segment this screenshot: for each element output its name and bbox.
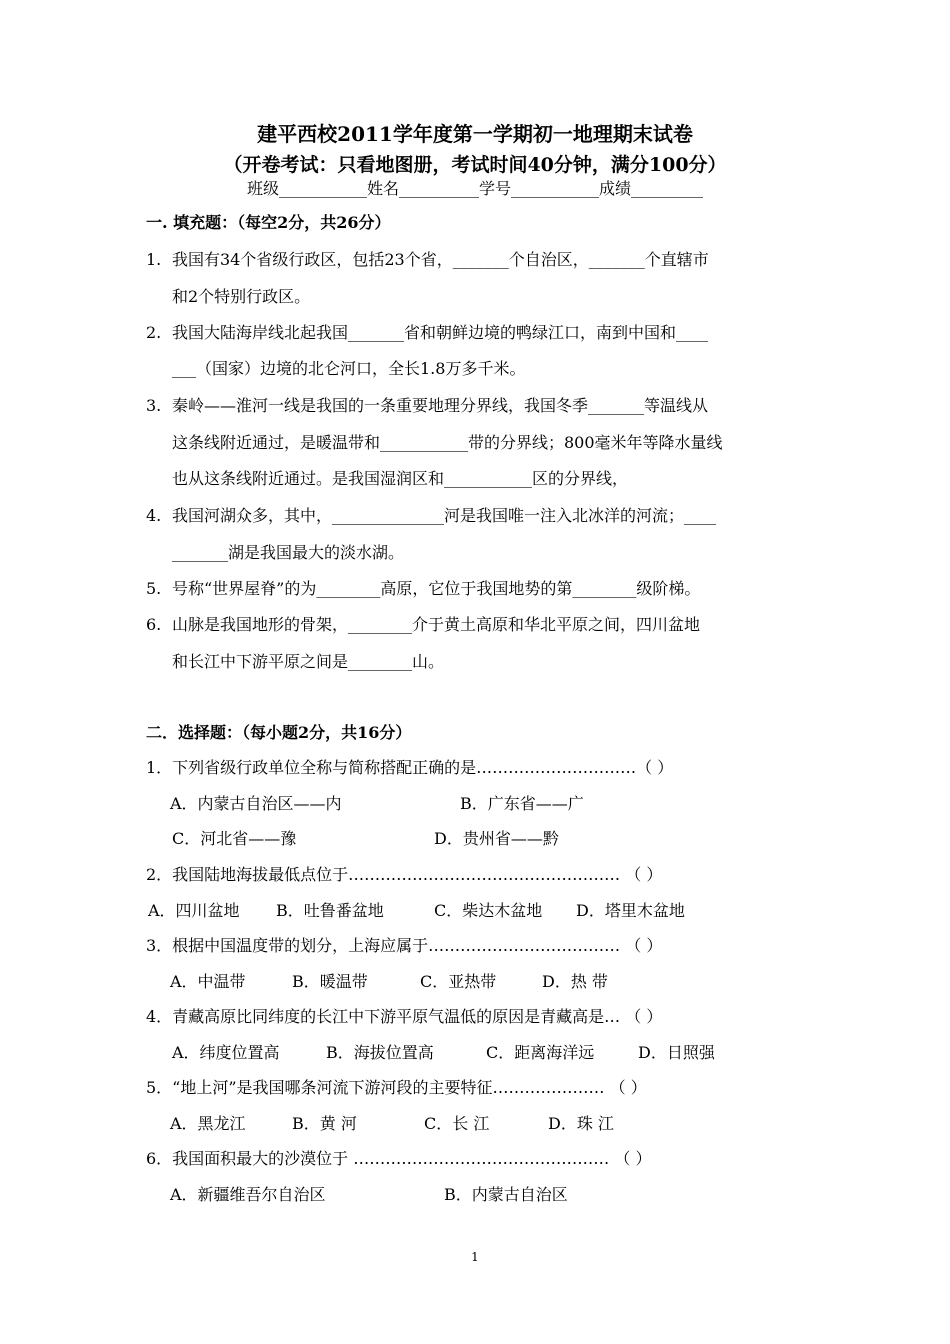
s1-q5-text: 号称“世界屋脊”的为________高原，它位于我国地势的第________级阶梯。 — [172, 579, 701, 598]
exam-subtitle: （开卷考试：只看地图册，考试时间40分钟，满分100分） — [223, 154, 727, 176]
s2-q5-option-b: B．黄 河 — [292, 1114, 357, 1133]
s2-q3-option-b: B．暖温带 — [292, 972, 368, 991]
s1-q4-line2: _______湖是我国最大的淡水湖。 — [172, 543, 405, 562]
s2-q5-option-c: C．长 江 — [424, 1114, 490, 1133]
s1-q6-text: 山脉是我国地形的骨架，________介于黄土高原和华北平原之间，四川盆地 — [172, 615, 701, 634]
s2-q5-option-d: D．珠 江 — [548, 1114, 614, 1133]
s1-q6-number: 6. — [146, 615, 162, 634]
s1-q5-line1 — [146, 576, 700, 599]
s2-q2-option-c: C．柴达木盆地 — [434, 901, 543, 920]
s2-q1-option-a: A．内蒙古自治区——内 — [170, 794, 342, 813]
s1-q2-number: 2. — [146, 323, 162, 342]
s1-q3-number: 3. — [146, 396, 162, 415]
s2-q4-option-d: D．日照强 — [638, 1043, 715, 1062]
s2-q4-option-c: C．距离海洋远 — [486, 1043, 595, 1062]
exam-title: 建平西校2011学年度第一学期初一地理期末试卷 — [257, 122, 693, 146]
s1-q2-text: 我国大陆海岸线北起我国_______省和朝鲜边境的鸭绿江口，南到中国和____ — [172, 323, 709, 342]
s2-q1-option-d: D．贵州省——黔 — [434, 829, 559, 848]
s1-q4-line1 — [146, 503, 716, 526]
s1-q1-number: 1. — [146, 250, 162, 269]
s1-q3-line2: 这条线附近通过，是暖温带和___________带的分界线；800毫米年等降水量线 — [172, 433, 723, 452]
s2-q1-option-c: C．河北省——豫 — [172, 829, 297, 848]
s2-q1-stem: 1．下列省级行政单位全称与简称搭配正确的是…………………………（ ） — [146, 758, 674, 777]
s2-q2-option-a: A．四川盆地 — [148, 901, 240, 920]
s1-q1-text: 我国有34个省级行政区，包括23个省，_______个自治区，_______个直辖市 — [172, 250, 709, 269]
s2-q3-option-d: D．热 带 — [542, 972, 608, 991]
s2-q6-option-b: B．内蒙古自治区 — [444, 1185, 568, 1204]
s1-q5-number: 5. — [146, 579, 162, 598]
s2-q2-option-d: D．塔里木盆地 — [576, 901, 685, 920]
s2-q6-option-a: A．新疆维吾尔自治区 — [170, 1185, 326, 1204]
s1-q1-line1 — [146, 247, 709, 270]
section2-heading: 二．选择题：（每小题2分，共16分） — [146, 723, 412, 742]
s1-q1-line2: 和2个特别行政区。 — [172, 287, 311, 306]
s2-q6-stem: 6．我国面积最大的沙漠位于 ………………………………………… （ ） — [146, 1149, 652, 1168]
s1-q2-line2: ___（国家）边境的北仑河口，全长1.8万多千米。 — [172, 359, 526, 378]
s1-q3-line3: 也从这条线附近通过。是我国湿润区和___________区的分界线， — [172, 469, 629, 488]
s2-q1-option-b: B．广东省——广 — [460, 794, 584, 813]
s2-q3-option-c: C．亚热带 — [420, 972, 497, 991]
s2-q5-stem: 5．“地上河”是我国哪条河流下游河段的主要特征………………… （ ） — [146, 1078, 647, 1097]
s1-q3-text: 秦岭——淮河一线是我国的一条重要地理分界线，我国冬季_______等温线从 — [172, 396, 709, 415]
s1-q6-line2: 和长江中下游平原之间是________山。 — [172, 652, 445, 671]
s2-q3-stem: 3．根据中国温度带的划分，上海应属于……………………………… （ ） — [146, 936, 663, 955]
s2-q4-option-a: A．纬度位置高 — [172, 1043, 280, 1062]
s2-q5-option-a: A．黑龙江 — [170, 1114, 246, 1133]
s1-q3-line1 — [146, 393, 708, 416]
page-number: 1 — [471, 1250, 479, 1264]
s2-q2-option-b: B．吐鲁番盆地 — [276, 901, 384, 920]
s1-q2-line1 — [146, 320, 708, 343]
s2-q4-stem: 4．青藏高原比同纬度的长江中下游平原气温低的原因是青藏高是… （ ） — [146, 1007, 663, 1026]
section1-heading: 一. 填充题：（每空2分，共26分） — [146, 213, 391, 232]
student-info-line: 班级___________姓名__________学号___________成绩_________ — [246, 179, 703, 198]
s2-q2-stem: 2．我国陆地海拔最低点位于…………………………………………… （ ） — [146, 865, 663, 884]
s1-q4-text: 我国河湖众多，其中，______________河是我国唯一注入北冰洋的河流；____ — [172, 506, 717, 525]
s1-q6-line1 — [146, 612, 700, 635]
s2-q4-option-b: B．海拔位置高 — [326, 1043, 434, 1062]
s2-q3-option-a: A．中温带 — [170, 972, 246, 991]
s1-q4-number: 4. — [146, 506, 162, 525]
